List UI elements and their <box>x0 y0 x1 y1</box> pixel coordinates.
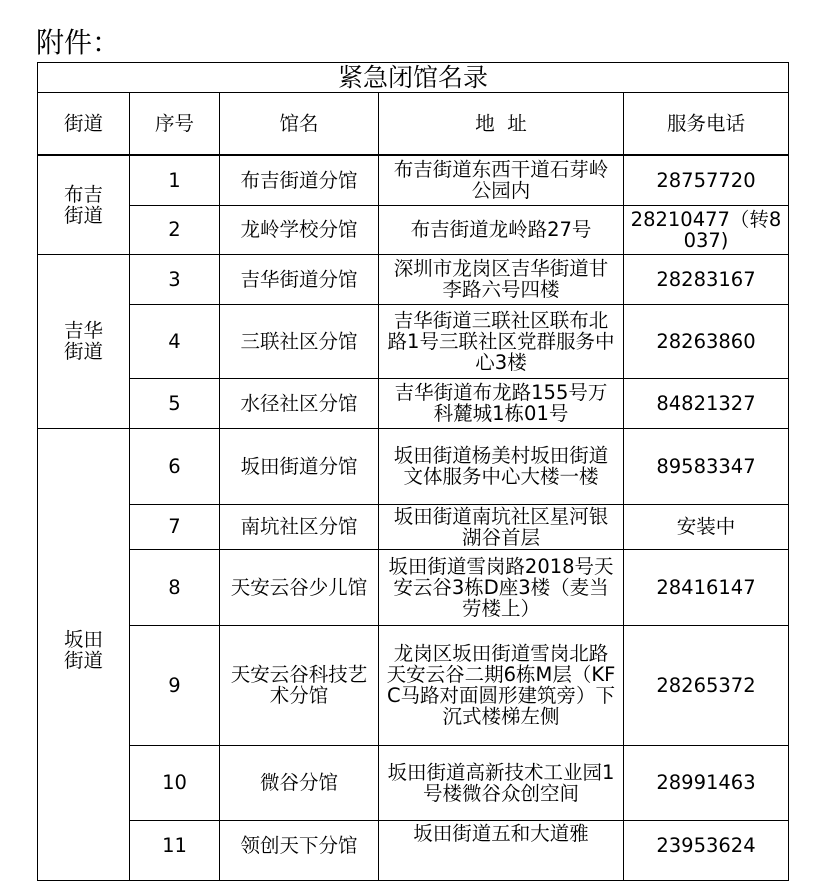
phone-cell: 28210477（转8037) <box>624 205 789 254</box>
seq-cell: 4 <box>130 304 220 378</box>
table-row <box>38 155 789 205</box>
name-cell: 三联社区分馆 <box>220 304 379 378</box>
table-title: 紧急闭馆名录 <box>38 63 789 93</box>
seq-cell: 1 <box>130 155 220 205</box>
table-row <box>38 504 789 549</box>
header-street: 街道 <box>38 93 130 156</box>
phone-cell: 23953624 <box>624 820 789 880</box>
name-cell: 吉华街道分馆 <box>220 254 379 304</box>
seq-cell: 5 <box>130 378 220 428</box>
phone-cell: 84821327 <box>624 378 789 428</box>
seq-cell: 3 <box>130 254 220 304</box>
address-cell: 吉华街道三联社区联布北路1号三联社区党群服务中心3楼 <box>379 304 624 378</box>
phone-cell: 28757720 <box>624 155 789 205</box>
street-cell: 坂田 街道 <box>38 428 130 880</box>
seq-cell: 11 <box>130 820 220 880</box>
attachment-label: 附件： <box>36 26 121 59</box>
name-cell: 天安云谷科技艺术分馆 <box>220 625 379 745</box>
table-row <box>38 625 789 745</box>
table-row <box>38 254 789 304</box>
name-cell: 南坑社区分馆 <box>220 504 379 549</box>
name-cell: 微谷分馆 <box>220 745 379 820</box>
phone-cell: 28283167 <box>624 254 789 304</box>
address-cell: 坂田街道高新技术工业园1号楼微谷众创空间 <box>379 745 624 820</box>
phone-cell: 28263860 <box>624 304 789 378</box>
name-cell: 坂田街道分馆 <box>220 428 379 504</box>
table-row <box>38 378 789 428</box>
table-row <box>38 745 789 820</box>
table-row <box>38 549 789 625</box>
phone-cell: 89583347 <box>624 428 789 504</box>
name-cell: 布吉街道分馆 <box>220 155 379 205</box>
seq-cell: 8 <box>130 549 220 625</box>
header-seq: 序号 <box>130 93 220 156</box>
table-row <box>38 428 789 504</box>
header-phone: 服务电话 <box>624 93 789 156</box>
street-cell: 吉华 街道 <box>38 254 130 428</box>
seq-cell: 9 <box>130 625 220 745</box>
address-cell: 坂田街道雪岗路2018号天安云谷3栋D座3楼（麦当劳楼上） <box>379 549 624 625</box>
address-cell: 吉华街道布龙路155号万科麓城1栋01号 <box>379 378 624 428</box>
address-cell: 坂田街道五和大道雅 <box>379 820 624 880</box>
seq-cell: 6 <box>130 428 220 504</box>
header-row <box>38 93 789 156</box>
address-cell: 龙岗区坂田街道雪岗北路天安云谷二期6栋M层（KFC马路对面圆形建筑旁）下沉式楼梯左侧 <box>379 625 624 745</box>
address-cell: 布吉街道龙岭路27号 <box>379 205 624 254</box>
street-cell: 布吉 街道 <box>38 155 130 254</box>
seq-cell: 2 <box>130 205 220 254</box>
name-cell: 龙岭学校分馆 <box>220 205 379 254</box>
phone-cell: 28416147 <box>624 549 789 625</box>
name-cell: 领创天下分馆 <box>220 820 379 880</box>
closure-table <box>37 62 789 881</box>
header-address: 地 址 <box>379 93 624 156</box>
table-row <box>38 205 789 254</box>
phone-cell: 28991463 <box>624 745 789 820</box>
phone-cell: 28265372 <box>624 625 789 745</box>
address-cell: 深圳市龙岗区吉华街道甘李路六号四楼 <box>379 254 624 304</box>
name-cell: 水径社区分馆 <box>220 378 379 428</box>
seq-cell: 10 <box>130 745 220 820</box>
address-cell: 坂田街道南坑社区星河银湖谷首层 <box>379 504 624 549</box>
address-cell: 坂田街道杨美村坂田街道文体服务中心大楼一楼 <box>379 428 624 504</box>
seq-cell: 7 <box>130 504 220 549</box>
table-row <box>38 304 789 378</box>
address-cell: 布吉街道东西干道石芽岭公园内 <box>379 155 624 205</box>
name-cell: 天安云谷少儿馆 <box>220 549 379 625</box>
table-row <box>38 820 789 880</box>
header-name: 馆名 <box>220 93 379 156</box>
phone-cell: 安装中 <box>624 504 789 549</box>
